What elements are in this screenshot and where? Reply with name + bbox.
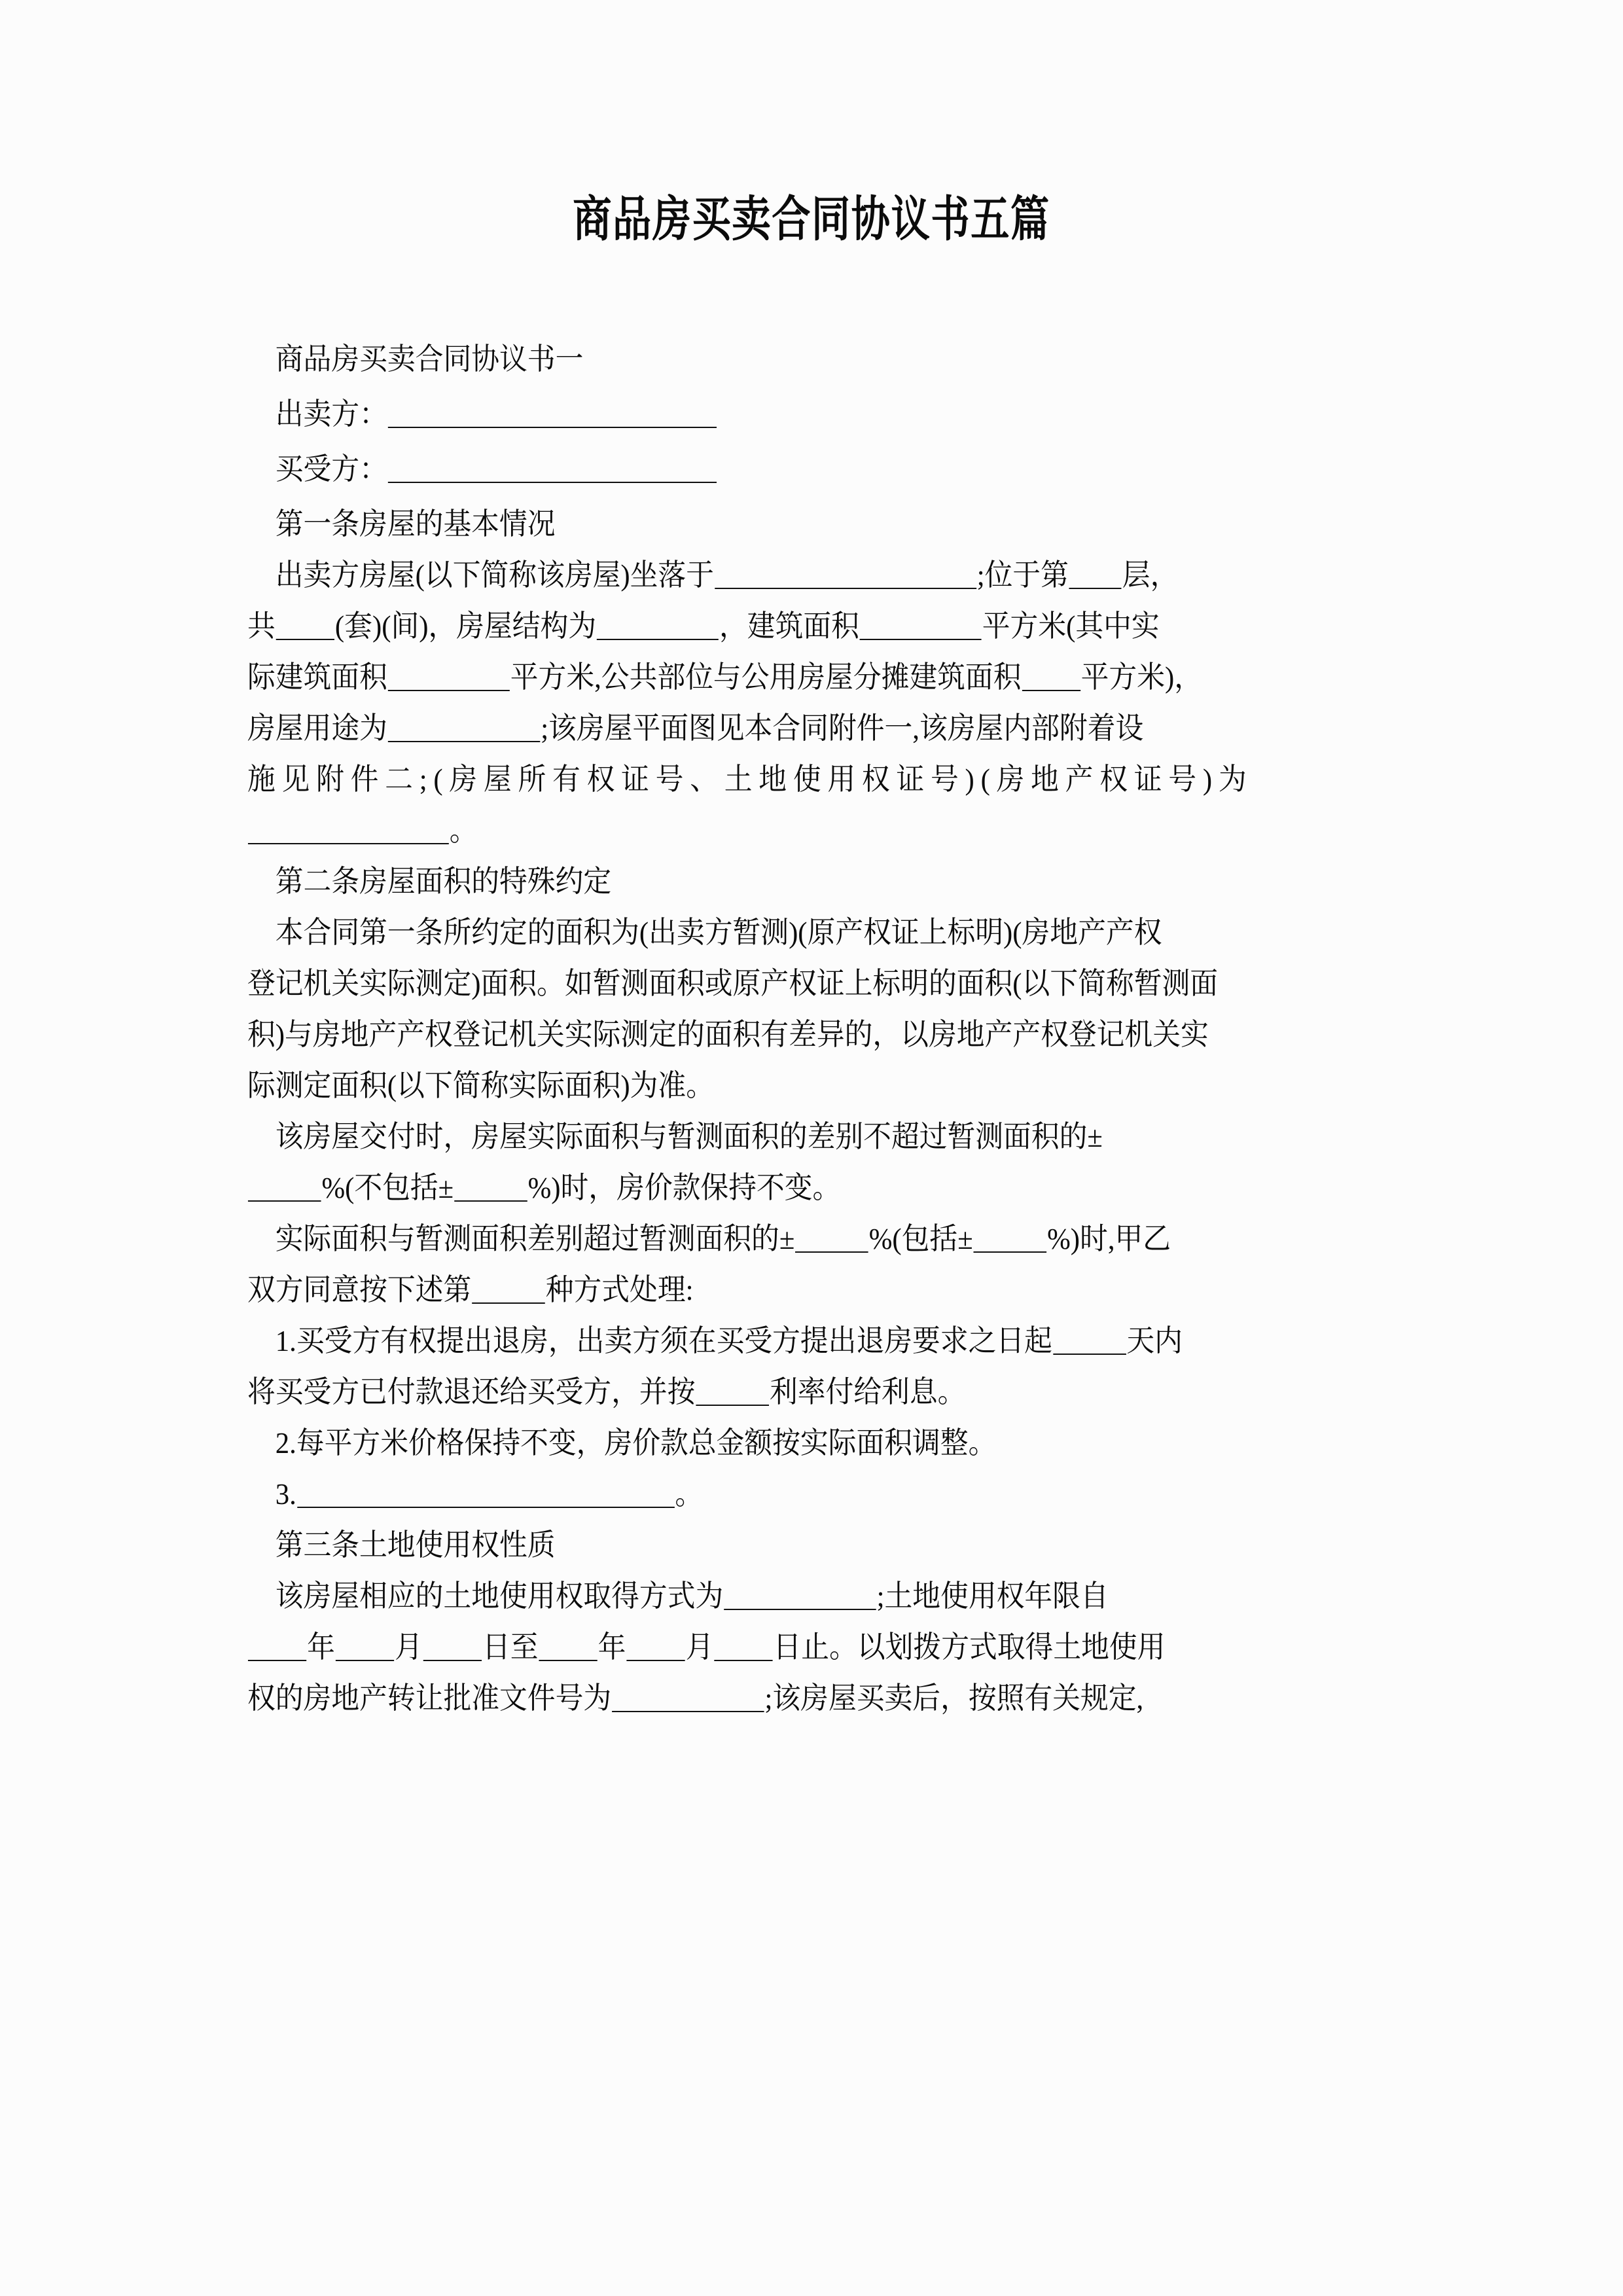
cert-number-blank[interactable] [248,823,449,844]
article-2-line-2: 登记机关实际测定)面积。如暂测面积或原产权证上标明的面积(以下简称暂测面 [247,967,1219,1000]
shared-area-blank[interactable] [1022,670,1080,691]
tolerance-pct-blank[interactable] [248,1181,321,1202]
usage-blank[interactable] [388,721,541,742]
page-title: 商品房买卖合同协议书五篇 [573,192,1050,246]
section-heading: 商品房买卖合同协议书一 [275,342,584,376]
unit-count-blank[interactable] [276,619,334,640]
start-day-blank[interactable] [423,1640,482,1661]
article-2-line-1: 本合同第一条所约定的面积为(出卖方暂测)(原产权证上标明)(房地产产权 [275,916,1162,949]
buyer-blank[interactable] [388,462,717,483]
buyer-label: 买受方： [275,452,387,486]
article-2-item-1-line-1: 1.买受方有权提出退房，出卖方须在买受方提出退房要求之日起 天内 [275,1324,1183,1357]
seller-label: 出卖方： [275,397,387,431]
article-3-line-2: 年 月 日至 年 月 日止。以划拨方式取得土地使用 [247,1622,1304,1673]
article-2-line-8: 双方同意按下述第 种方式处理: [247,1273,694,1306]
article-3-line-3: 权的房地产转让批准文件号为 ;该房屋买卖后，按照有关规定, [247,1681,1144,1715]
transfer-doc-number-blank[interactable] [612,1691,764,1712]
land-acquire-method-blank[interactable] [724,1589,876,1610]
article-2-heading: 第二条房屋面积的特殊约定 [275,865,612,898]
buyer-field-row [247,444,1304,495]
article-2-line-6: %(不包括± %)时，房价款保持不变。 [247,1162,1304,1213]
end-year-blank[interactable] [539,1640,597,1661]
method-choice-blank[interactable] [472,1283,545,1304]
refund-days-blank[interactable] [1053,1334,1126,1355]
article-2-line-3: 积)与房地产产权登记机关实际测定的面积有差异的，以房地产产权登记机关实 [247,1018,1209,1051]
end-month-blank[interactable] [626,1640,685,1661]
structure-blank[interactable] [597,619,719,640]
article-2-item-2: 2.每平方米价格保持不变，房价款总金额按实际面积调整。 [275,1426,997,1460]
article-2-line-7: 实际面积与暂测面积差别超过暂测面积的± %(包括± %)时,甲乙 [275,1222,1171,1255]
article-1-line-4: 房屋用途为 ;该房屋平面图见本合同附件一,该房屋内部附着设 [247,711,1144,745]
seller-blank[interactable] [388,407,717,428]
excess-include-pct-blank[interactable] [974,1232,1047,1253]
start-year-blank[interactable] [248,1640,306,1661]
actual-area-blank[interactable] [388,670,510,691]
article-1-heading: 第一条房屋的基本情况 [275,507,556,541]
article-1-line-2: 共 (套)(间)，房屋结构为 ，建筑面积 平方米(其中实 [247,609,1160,643]
article-1-line-1: 出卖方房屋(以下简称该房屋)坐落于 ;位于第 层， [275,558,1179,592]
article-2-line-5: 该房屋交付时，房屋实际面积与暂测面积的差别不超过暂测面积的± [275,1120,1103,1153]
start-month-blank[interactable] [336,1640,394,1661]
interest-rate-blank[interactable] [696,1385,769,1406]
seller-field-row [247,389,1304,440]
excess-pct-blank[interactable] [795,1232,868,1253]
article-2-item-3: 3. 。 [275,1477,704,1511]
building-area-blank[interactable] [860,619,982,640]
article-3-heading: 第三条土地使用权性质 [275,1528,556,1562]
article-1-line-5: 施见附件二;(房屋所有权证号、土地使用权证号)(房地产权证号)为 [247,762,1253,796]
article-2-item-1-line-2: 将买受方已付款退还给买受方，并按 利率付给利息。 [247,1375,966,1408]
end-day-blank[interactable] [714,1640,772,1661]
floor-blank[interactable] [1069,568,1122,589]
article-1-line-6: 。 [247,805,1304,856]
article-2-line-4: 际测定面积(以下简称实际面积)为准。 [247,1069,714,1102]
other-method-blank[interactable] [297,1487,675,1508]
document-body [247,334,1383,1724]
tolerance-exclude-pct-blank[interactable] [454,1181,527,1202]
location-blank[interactable] [715,568,976,589]
article-3-line-1: 该房屋相应的土地使用权取得方式为 ;土地使用权年限自 [275,1579,1109,1613]
article-1-line-3: 际建筑面积 平方米,公共部位与公用房屋分摊建筑面积 平方米)， [247,660,1203,694]
